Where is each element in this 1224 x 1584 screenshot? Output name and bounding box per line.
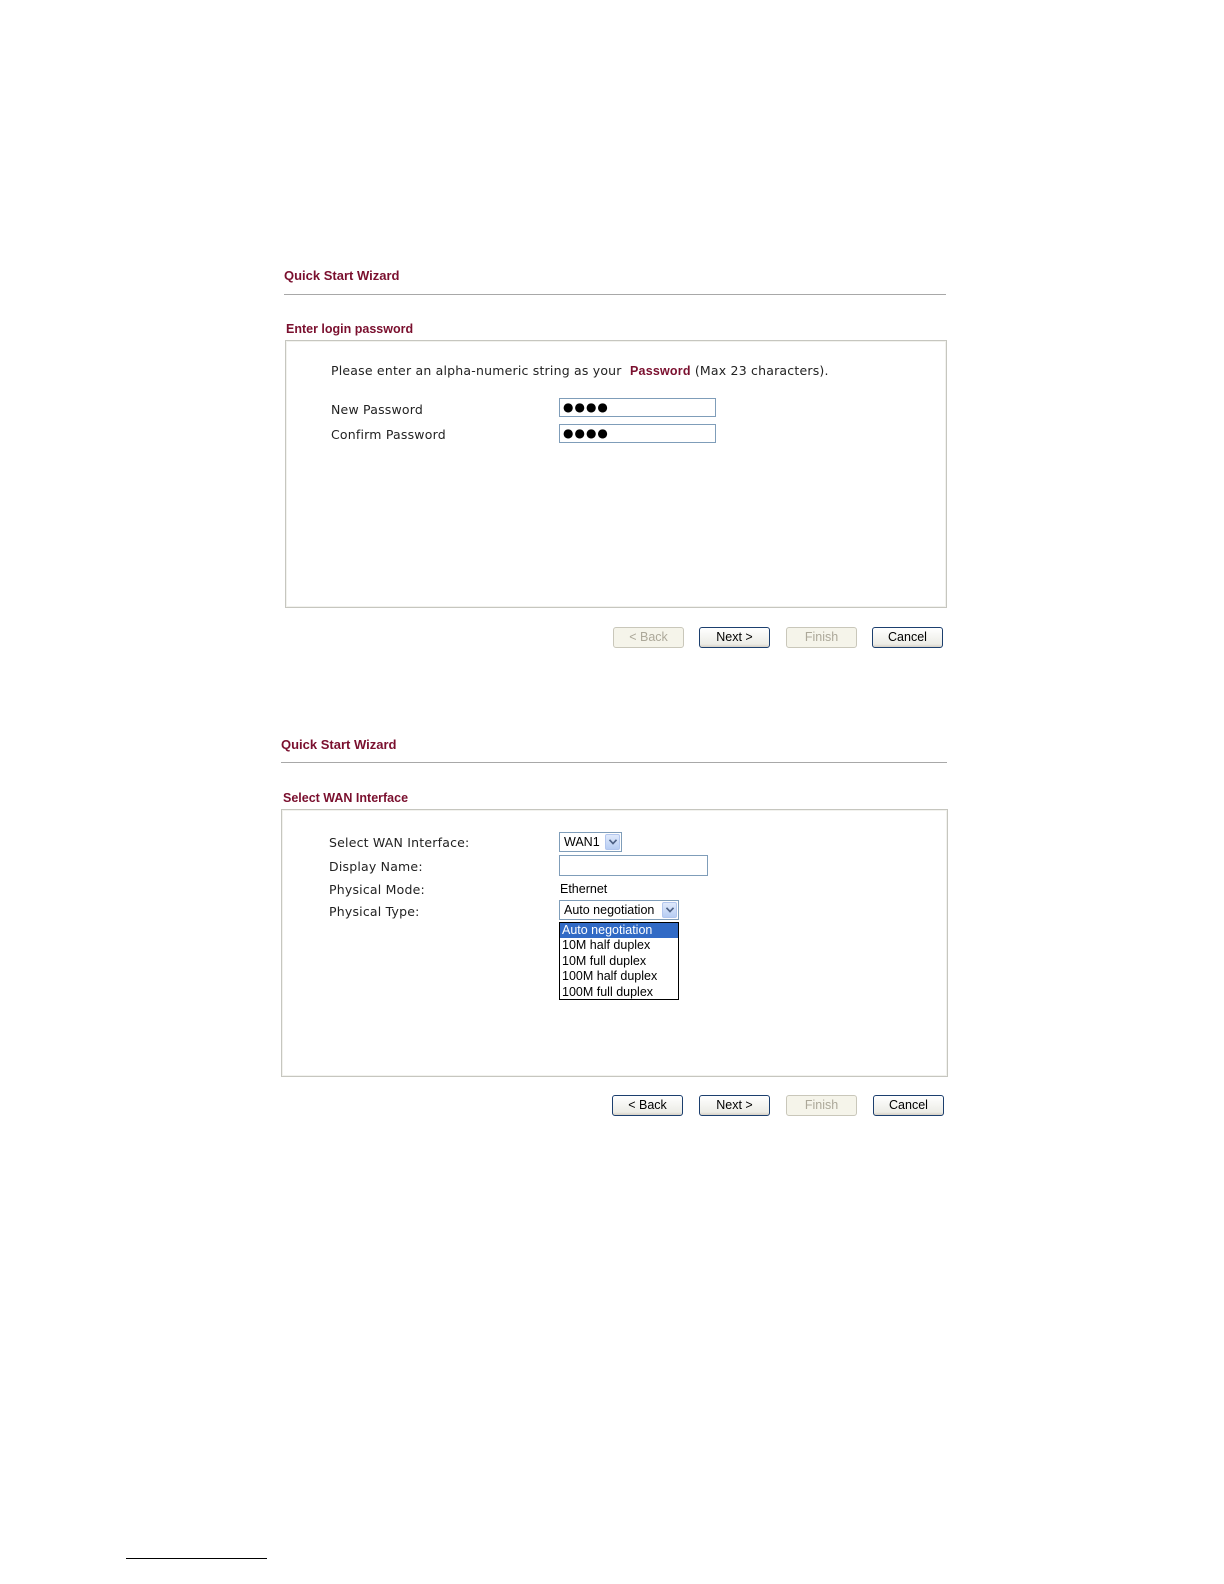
back-button[interactable]: < Back	[613, 627, 684, 648]
confirm-password-label: Confirm Password	[331, 427, 446, 442]
cancel-button[interactable]: Cancel	[873, 1095, 944, 1116]
dropdown-option[interactable]: 10M full duplex	[562, 953, 647, 968]
wan-interface-label: Select WAN Interface:	[329, 835, 470, 850]
display-name-label: Display Name:	[329, 859, 423, 874]
title-divider	[281, 762, 947, 763]
title-divider	[284, 294, 946, 295]
physical-type-label: Physical Type:	[329, 904, 420, 919]
dropdown-option[interactable]: Auto negotiation	[560, 923, 678, 938]
password-form-box	[285, 340, 947, 608]
confirm-password-input[interactable]: ●●●●	[559, 424, 716, 443]
back-button[interactable]: < Back	[612, 1095, 683, 1116]
next-button[interactable]: Next >	[699, 1095, 770, 1116]
wan-interface-select[interactable]	[559, 832, 622, 852]
wan-form-box	[281, 809, 948, 1077]
physical-type-select[interactable]	[559, 900, 679, 920]
cancel-button[interactable]: Cancel	[872, 627, 943, 648]
chevron-down-icon[interactable]	[605, 834, 620, 850]
physical-mode-value: Ethernet	[560, 882, 608, 896]
finish-button[interactable]: Finish	[786, 627, 857, 648]
physical-type-value: Auto negotiation	[564, 903, 655, 917]
instruction-highlight: Password	[630, 364, 691, 378]
footnote-divider	[126, 1558, 267, 1559]
finish-button[interactable]: Finish	[786, 1095, 857, 1116]
wan-interface-value: WAN1	[564, 835, 600, 849]
dropdown-option[interactable]: 100M half duplex	[562, 969, 658, 984]
instruction-pre: Please enter an alpha-numeric string as your	[331, 363, 622, 378]
new-password-label: New Password	[331, 402, 424, 417]
wizard-title: Quick Start Wizard	[284, 268, 400, 283]
next-button[interactable]: Next >	[699, 627, 770, 648]
instruction-post: (Max 23 characters).	[694, 363, 829, 378]
physical-mode-label: Physical Mode:	[329, 882, 425, 897]
dropdown-option[interactable]: 100M full duplex	[562, 984, 654, 999]
password-instruction	[331, 363, 829, 378]
chevron-down-icon[interactable]	[662, 902, 677, 918]
dropdown-option[interactable]: 10M half duplex	[562, 938, 651, 953]
display-name-input[interactable]	[559, 855, 708, 876]
new-password-input[interactable]: ●●●●	[559, 398, 716, 417]
section-title: Enter login password	[286, 322, 414, 336]
physical-type-dropdown	[559, 922, 679, 1000]
section-title: Select WAN Interface	[283, 791, 409, 805]
wizard-title: Quick Start Wizard	[281, 737, 397, 752]
